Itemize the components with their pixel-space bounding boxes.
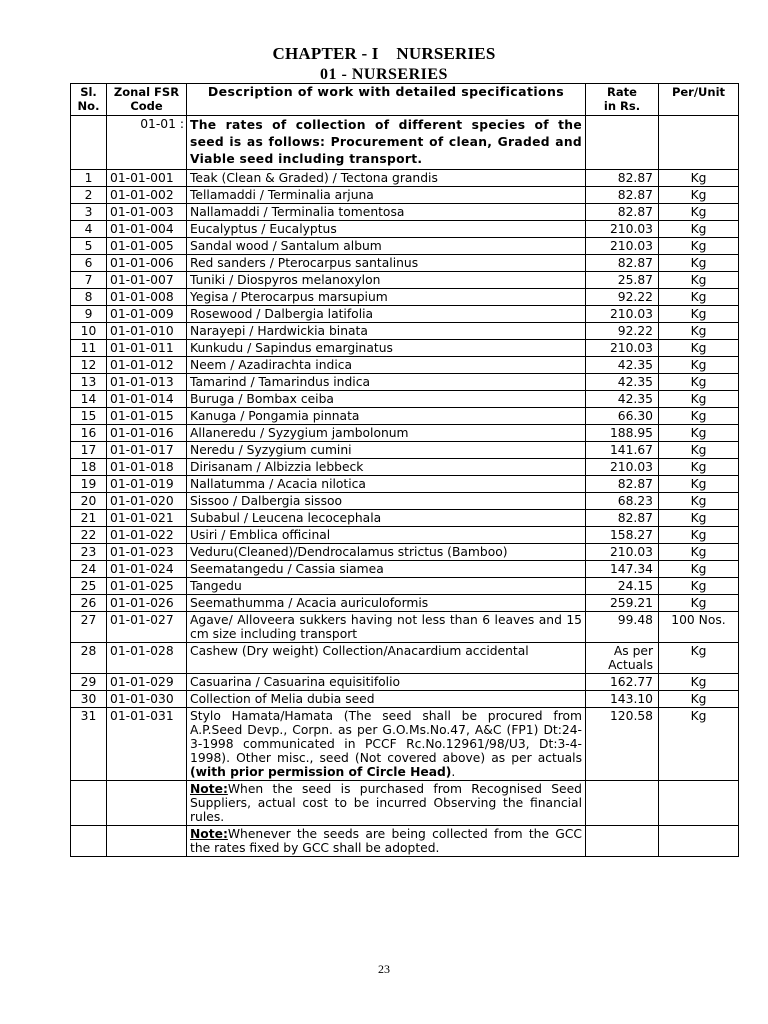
row-description: Tangedu xyxy=(187,578,586,595)
row-code: 01-01-016 xyxy=(107,425,187,442)
table-row xyxy=(71,187,739,204)
row-rate: 68.23 xyxy=(586,493,659,510)
row-rate: 82.87 xyxy=(586,204,659,221)
row-sl: 25 xyxy=(71,578,107,595)
column-header-code: Zonal FSR Code xyxy=(107,84,187,116)
table-row xyxy=(71,170,739,187)
row-code: 01-01-009 xyxy=(107,306,187,323)
table-row xyxy=(71,561,739,578)
row-rate: 210.03 xyxy=(586,544,659,561)
row-unit: Kg xyxy=(659,708,739,781)
row-sl: 21 xyxy=(71,510,107,527)
row-unit: Kg xyxy=(659,238,739,255)
intro-description: The rates of collection of different species of the seed is as follows: Procurement of clean, Graded and Viable seed including transport. xyxy=(187,116,586,170)
row-description: Stylo Hamata/Hamata (The seed shall be procured from A.P.Seed Devp., Corpn. as per G.O.Ms.No.47, A&C (FP1) Dt:24-3-1998 communicated in PCCF Rc.No.12961/98/U3, Dt:3-4-1998). Other misc., seed (Not covered above) as per actuals (with prior permission of Circle Head). xyxy=(187,708,586,781)
page-number: 23 xyxy=(378,962,390,976)
row-sl: 9 xyxy=(71,306,107,323)
row-code: 01-01-018 xyxy=(107,459,187,476)
table-row xyxy=(71,306,739,323)
row-description: Eucalyptus / Eucalyptus xyxy=(187,221,586,238)
row-code: 01-01-021 xyxy=(107,510,187,527)
table-row xyxy=(71,459,739,476)
row-unit: Kg xyxy=(659,459,739,476)
row-description: Narayepi / Hardwickia binata xyxy=(187,323,586,340)
row-description: Tamarind / Tamarindus indica xyxy=(187,374,586,391)
row-sl: 19 xyxy=(71,476,107,493)
column-header-rate: Rate in Rs. xyxy=(586,84,659,116)
row-description: Teak (Clean & Graded) / Tectona grandis xyxy=(187,170,586,187)
row-unit: Kg xyxy=(659,221,739,238)
row-description: Seematangedu / Cassia siamea xyxy=(187,561,586,578)
intro-code: 01-01 : xyxy=(107,116,187,170)
row-description: Yegisa / Pterocarpus marsupium xyxy=(187,289,586,306)
row-sl: 8 xyxy=(71,289,107,306)
row-unit: Kg xyxy=(659,510,739,527)
row-code: 01-01-011 xyxy=(107,340,187,357)
table-row xyxy=(71,527,739,544)
chapter-title xyxy=(0,44,768,64)
row-sl: 3 xyxy=(71,204,107,221)
row-unit: Kg xyxy=(659,561,739,578)
row-rate: 210.03 xyxy=(586,306,659,323)
chapter-name: NURSERIES xyxy=(396,44,496,63)
row-unit: Kg xyxy=(659,493,739,510)
row-code: 01-01-002 xyxy=(107,187,187,204)
row-code: 01-01-005 xyxy=(107,238,187,255)
row-unit: Kg xyxy=(659,187,739,204)
row-description: Kunkudu / Sapindus emarginatus xyxy=(187,340,586,357)
row-rate: 82.87 xyxy=(586,255,659,272)
row-description: Kanuga / Pongamia pinnata xyxy=(187,408,586,425)
table-row xyxy=(71,612,739,643)
row-rate: 42.35 xyxy=(586,391,659,408)
note-text: Note:When the seed is purchased from Recognised Seed Suppliers, actual cost to be incurred Observing the financial rules. xyxy=(187,781,586,826)
row-code: 01-01-020 xyxy=(107,493,187,510)
row-unit: Kg xyxy=(659,578,739,595)
row-sl: 2 xyxy=(71,187,107,204)
row-code: 01-01-017 xyxy=(107,442,187,459)
row-code: 01-01-029 xyxy=(107,674,187,691)
row-rate: 42.35 xyxy=(586,357,659,374)
row-unit: Kg xyxy=(659,408,739,425)
column-header-description: Description of work with detailed specifications xyxy=(187,84,586,116)
row-description: Neem / Azadirachta indica xyxy=(187,357,586,374)
row-unit: Kg xyxy=(659,442,739,459)
row-code: 01-01-026 xyxy=(107,595,187,612)
row-rate: 82.87 xyxy=(586,170,659,187)
row-sl: 13 xyxy=(71,374,107,391)
row-description: Buruga / Bombax ceiba xyxy=(187,391,586,408)
row-sl: 7 xyxy=(71,272,107,289)
table-row xyxy=(71,493,739,510)
row-unit: Kg xyxy=(659,544,739,561)
row-code: 01-01-031 xyxy=(107,708,187,781)
row-sl: 27 xyxy=(71,612,107,643)
table-row xyxy=(71,391,739,408)
note-text: Note:Whenever the seeds are being collected from the GCC the rates fixed by GCC shall be adopted. xyxy=(187,826,586,857)
row-unit: Kg xyxy=(659,391,739,408)
row-rate: 92.22 xyxy=(586,289,659,306)
row-rate: 259.21 xyxy=(586,595,659,612)
row-description: Rosewood / Dalbergia latifolia xyxy=(187,306,586,323)
row-sl: 22 xyxy=(71,527,107,544)
table-row xyxy=(71,442,739,459)
column-header-sl: Sl. No. xyxy=(71,84,107,116)
row-unit: Kg xyxy=(659,289,739,306)
row-description: Allaneredu / Syzygium jambolonum xyxy=(187,425,586,442)
row-code: 01-01-028 xyxy=(107,643,187,674)
row-unit: Kg xyxy=(659,255,739,272)
row-rate: 25.87 xyxy=(586,272,659,289)
row-sl: 31 xyxy=(71,708,107,781)
row-description: Sissoo / Dalbergia sissoo xyxy=(187,493,586,510)
row-code: 01-01-006 xyxy=(107,255,187,272)
row-sl: 20 xyxy=(71,493,107,510)
row-unit: Kg xyxy=(659,425,739,442)
row-description: Sandal wood / Santalum album xyxy=(187,238,586,255)
row-description: Collection of Melia dubia seed xyxy=(187,691,586,708)
row-sl: 30 xyxy=(71,691,107,708)
row-rate: 92.22 xyxy=(586,323,659,340)
row-sl: 26 xyxy=(71,595,107,612)
row-rate: 82.87 xyxy=(586,510,659,527)
row-code: 01-01-019 xyxy=(107,476,187,493)
row-rate: 162.77 xyxy=(586,674,659,691)
row-code: 01-01-025 xyxy=(107,578,187,595)
row-sl: 11 xyxy=(71,340,107,357)
row-description: Tellamaddi / Terminalia arjuna xyxy=(187,187,586,204)
row-unit: Kg xyxy=(659,476,739,493)
table-row xyxy=(71,221,739,238)
row-unit: Kg xyxy=(659,674,739,691)
row-unit: 100 Nos. xyxy=(659,612,739,643)
row-description: Subabul / Leucena lecocephala xyxy=(187,510,586,527)
row-sl: 17 xyxy=(71,442,107,459)
row-code: 01-01-010 xyxy=(107,323,187,340)
row-sl: 23 xyxy=(71,544,107,561)
row-unit: Kg xyxy=(659,595,739,612)
row-sl: 24 xyxy=(71,561,107,578)
row-rate: 82.87 xyxy=(586,476,659,493)
table-row xyxy=(71,289,739,306)
note-row xyxy=(71,781,739,826)
row-sl: 16 xyxy=(71,425,107,442)
row-description: Nallamaddi / Terminalia tomentosa xyxy=(187,204,586,221)
row-rate: 99.48 xyxy=(586,612,659,643)
row-unit: Kg xyxy=(659,643,739,674)
section-title: 01 - NURSERIES xyxy=(320,66,448,83)
row-sl: 14 xyxy=(71,391,107,408)
row-unit: Kg xyxy=(659,170,739,187)
table-row xyxy=(71,238,739,255)
row-rate: 147.34 xyxy=(586,561,659,578)
table-row xyxy=(71,374,739,391)
row-rate: 141.67 xyxy=(586,442,659,459)
row-rate: 42.35 xyxy=(586,374,659,391)
row-code: 01-01-022 xyxy=(107,527,187,544)
row-rate: 82.87 xyxy=(586,187,659,204)
row-sl: 29 xyxy=(71,674,107,691)
row-code: 01-01-012 xyxy=(107,357,187,374)
row-code: 01-01-030 xyxy=(107,691,187,708)
table-header-row xyxy=(71,84,739,116)
table-row xyxy=(71,674,739,691)
table-row xyxy=(71,357,739,374)
row-sl: 10 xyxy=(71,323,107,340)
row-unit: Kg xyxy=(659,357,739,374)
chapter-label: CHAPTER - I xyxy=(272,44,379,63)
rates-table xyxy=(70,83,739,857)
row-sl: 15 xyxy=(71,408,107,425)
table-row xyxy=(71,425,739,442)
table-row xyxy=(71,510,739,527)
row-code: 01-01-014 xyxy=(107,391,187,408)
table-row xyxy=(71,272,739,289)
note-row xyxy=(71,826,739,857)
row-unit: Kg xyxy=(659,374,739,391)
row-code: 01-01-008 xyxy=(107,289,187,306)
row-sl: 6 xyxy=(71,255,107,272)
row-sl: 4 xyxy=(71,221,107,238)
row-description: Usiri / Emblica officinal xyxy=(187,527,586,544)
row-rate: 143.10 xyxy=(586,691,659,708)
row-description: Casuarina / Casuarina equisitifolio xyxy=(187,674,586,691)
row-unit: Kg xyxy=(659,340,739,357)
row-rate: 210.03 xyxy=(586,340,659,357)
row-sl: 28 xyxy=(71,643,107,674)
row-rate: 210.03 xyxy=(586,238,659,255)
row-rate: 210.03 xyxy=(586,221,659,238)
row-description: Cashew (Dry weight) Collection/Anacardium accidental xyxy=(187,643,586,674)
column-header-unit: Per/Unit xyxy=(659,84,739,116)
row-description: Agave/ Alloveera sukkers having not less than 6 leaves and 15 cm size including transport xyxy=(187,612,586,643)
row-unit: Kg xyxy=(659,691,739,708)
row-description: Dirisanam / Albizzia lebbeck xyxy=(187,459,586,476)
row-code: 01-01-007 xyxy=(107,272,187,289)
table-row xyxy=(71,255,739,272)
table-row xyxy=(71,643,739,674)
table-row xyxy=(71,595,739,612)
table-row xyxy=(71,691,739,708)
row-unit: Kg xyxy=(659,527,739,544)
row-sl: 5 xyxy=(71,238,107,255)
row-code: 01-01-027 xyxy=(107,612,187,643)
row-description: Tuniki / Diospyros melanoxylon xyxy=(187,272,586,289)
table-row xyxy=(71,476,739,493)
row-rate: 120.58 xyxy=(586,708,659,781)
row-unit: Kg xyxy=(659,306,739,323)
table-row xyxy=(71,340,739,357)
row-sl: 18 xyxy=(71,459,107,476)
row-code: 01-01-013 xyxy=(107,374,187,391)
table-row xyxy=(71,408,739,425)
row-code: 01-01-001 xyxy=(107,170,187,187)
row-description: Red sanders / Pterocarpus santalinus xyxy=(187,255,586,272)
table-row xyxy=(71,708,739,781)
row-description: Neredu / Syzygium cumini xyxy=(187,442,586,459)
row-code: 01-01-023 xyxy=(107,544,187,561)
row-sl: 1 xyxy=(71,170,107,187)
table-row xyxy=(71,204,739,221)
table-row xyxy=(71,578,739,595)
row-rate: 210.03 xyxy=(586,459,659,476)
row-rate: 158.27 xyxy=(586,527,659,544)
row-rate: 66.30 xyxy=(586,408,659,425)
row-code: 01-01-003 xyxy=(107,204,187,221)
row-rate: 188.95 xyxy=(586,425,659,442)
row-unit: Kg xyxy=(659,323,739,340)
row-description: Seemathumma / Acacia auriculoformis xyxy=(187,595,586,612)
row-sl: 12 xyxy=(71,357,107,374)
row-description: Nallatumma / Acacia nilotica xyxy=(187,476,586,493)
row-unit: Kg xyxy=(659,272,739,289)
row-rate: As per Actuals xyxy=(586,643,659,674)
intro-row xyxy=(71,116,739,170)
row-code: 01-01-024 xyxy=(107,561,187,578)
row-unit: Kg xyxy=(659,204,739,221)
row-code: 01-01-004 xyxy=(107,221,187,238)
row-description: Veduru(Cleaned)/Dendrocalamus strictus (Bamboo) xyxy=(187,544,586,561)
row-rate: 24.15 xyxy=(586,578,659,595)
table-row xyxy=(71,323,739,340)
row-code: 01-01-015 xyxy=(107,408,187,425)
table-row xyxy=(71,544,739,561)
